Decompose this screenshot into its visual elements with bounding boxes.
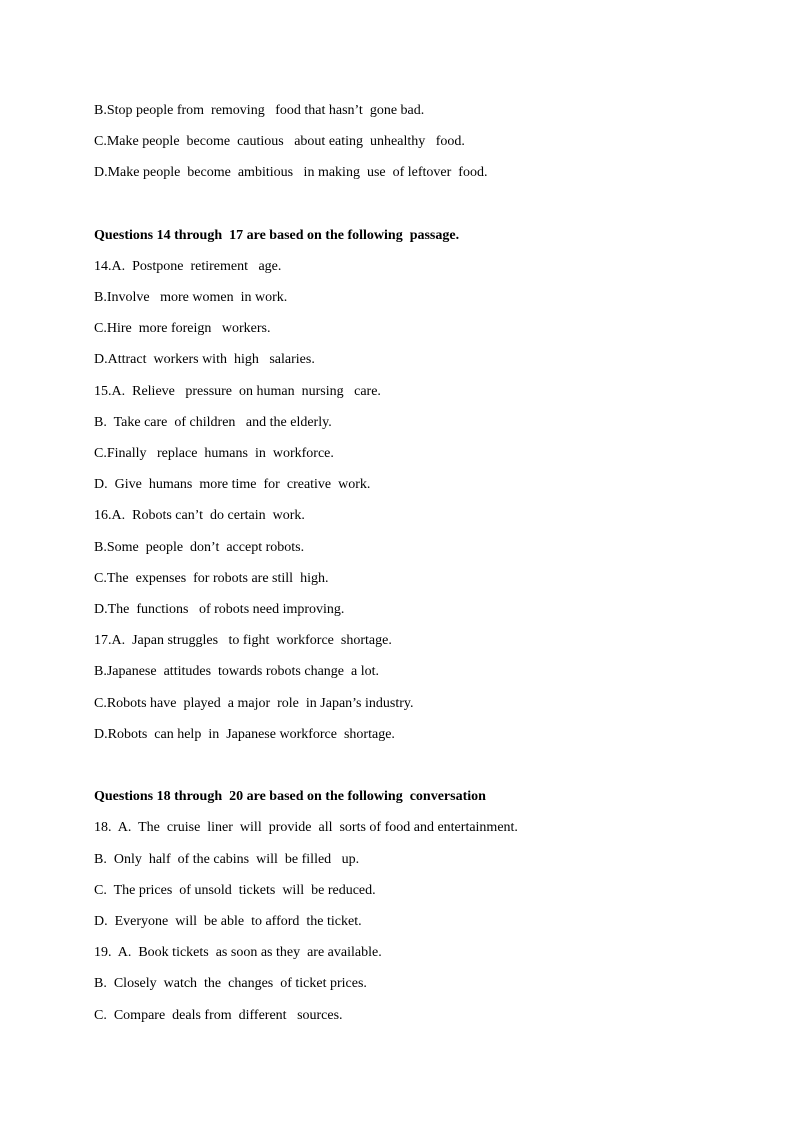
q17-option-a: 17.A. Japan struggles to fight workforce shortage. [94, 633, 392, 648]
q15-option-b: B. Take care of children and the elderly. [94, 415, 332, 430]
q18-option-d: D. Everyone will be able to afford the ticket. [94, 914, 362, 929]
q14-option-d: D.Attract workers with high salaries. [94, 352, 315, 367]
q14-option-c: C.Hire more foreign workers. [94, 321, 271, 336]
section-heading-18-20: Questions 18 through 20 are based on the following conversation [94, 789, 486, 804]
q17-option-c: C.Robots have played a major role in Japan’s industry. [94, 696, 414, 711]
q13-option-c: C.Make people become cautious about eating unhealthy food. [94, 134, 465, 149]
q18-option-c: C. The prices of unsold tickets will be reduced. [94, 883, 376, 898]
q18-option-b: B. Only half of the cabins will be filled up. [94, 852, 360, 867]
q17-option-b: B.Japanese attitudes towards robots change a lot. [94, 664, 379, 679]
q13-option-d: D.Make people become ambitious in making use of leftover food. [94, 165, 488, 180]
q18-option-a: 18. A. The cruise liner will provide all sorts of food and entertainment. [94, 820, 518, 835]
q19-option-a: 19. A. Book tickets as soon as they are available. [94, 945, 382, 960]
q19-option-c: C. Compare deals from different sources. [94, 1008, 343, 1023]
q19-option-b: B. Closely watch the changes of ticket prices. [94, 976, 367, 991]
q13-option-b: B.Stop people from removing food that hasn’t gone bad. [94, 103, 425, 118]
q16-option-a: 16.A. Robots can’t do certain work. [94, 508, 305, 523]
q16-option-d: D.The functions of robots need improving. [94, 602, 345, 617]
section-heading-14-17: Questions 14 through 17 are based on the following passage. [94, 228, 460, 243]
q16-option-c: C.The expenses for robots are still high. [94, 571, 329, 586]
q15-option-c: C.Finally replace humans in workforce. [94, 446, 334, 461]
q16-option-b: B.Some people don’t accept robots. [94, 540, 305, 555]
q14-option-b: B.Involve more women in work. [94, 290, 288, 305]
q15-option-a: 15.A. Relieve pressure on human nursing care. [94, 384, 381, 399]
q14-option-a: 14.A. Postpone retirement age. [94, 259, 282, 274]
q17-option-d: D.Robots can help in Japanese workforce shortage. [94, 727, 395, 742]
q15-option-d: D. Give humans more time for creative work. [94, 477, 371, 492]
